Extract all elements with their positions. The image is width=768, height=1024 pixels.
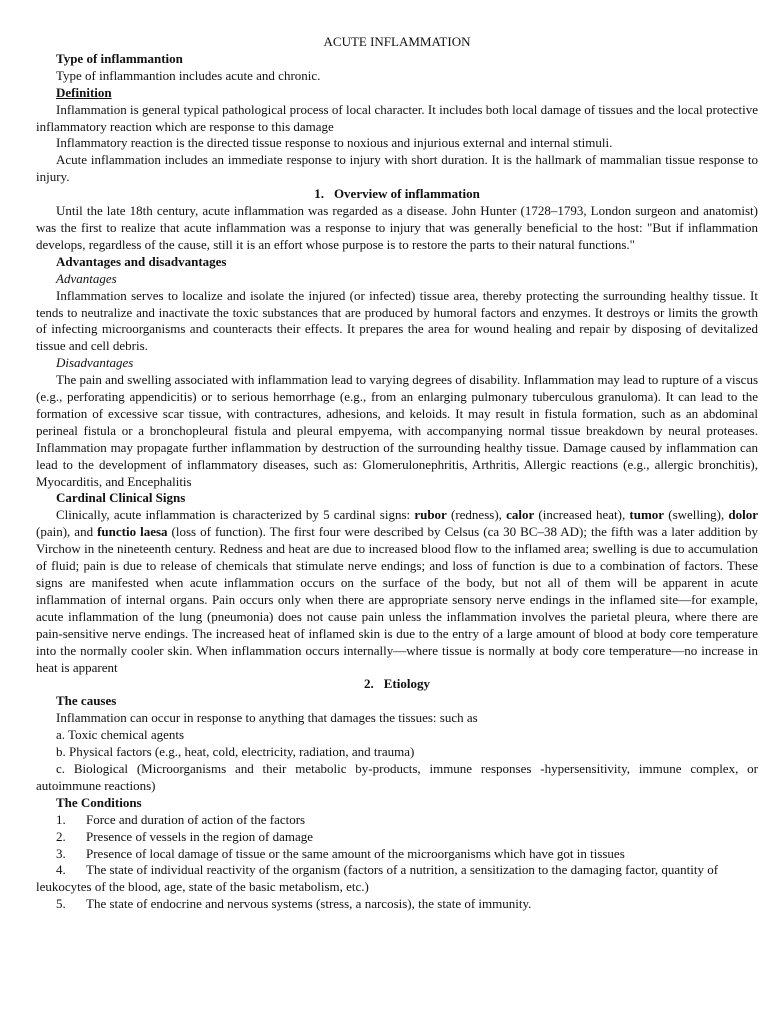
term-tumor: tumor (629, 507, 665, 523)
section-number-1: 1. (314, 186, 324, 202)
condition-text: Presence of vessels in the region of damage (86, 828, 314, 844)
paragraph-type: Type of inflammantion includes acute and chronic. (56, 67, 321, 83)
condition-number: 5. (56, 896, 66, 912)
paragraph-definition-3: Acute inflammation includes an immediate response to injury with short duration. It is the hallmark of mammalian tissue response to injury. (36, 152, 758, 185)
document-title: ACUTE INFLAMMATION (323, 34, 471, 49)
paragraph-overview: Until the late 18th century, acute inflammation was regarded as a disease. John Hunter (1728–1793, London surgeon and anatomist) was the first to realize that acute inflammation was a response to injury that was generally beneficial to the host: "But if inflammation develops, regardless of the cause, still it is an effort whose purpose is to restore the parts to their natural functions." (36, 203, 758, 252)
heading-causes: The causes (56, 693, 117, 709)
signs-text-3: (increased heat), (534, 507, 630, 523)
signs-text-5: (pain), and (36, 524, 98, 540)
term-functio-laesa: functio laesa (97, 524, 168, 540)
cause-item-b: b. Physical factors (e.g., heat, cold, electricity, radiation, and trauma) (56, 744, 415, 760)
paragraph-causes-intro: Inflammation can occur in response to anything that damages the tissues: such as (56, 710, 478, 726)
cause-item-c: c. Biological (Microorganisms and their metabolic by-products, immune responses -hypersensitivity, immune complex, or autoimmune reactions) (36, 760, 758, 793)
etiology-heading-text: Etiology (383, 676, 430, 692)
condition-text: Force and duration of action of the factors (86, 811, 306, 827)
signs-text-6: (loss of function). The first four were described by Celsus (ca 30 BC–38 AD); the fifth was a later addition by Virchow in the nineteenth century. Redness and heat are due to increased blood flow to the inflamed area; swelling is due to accumulation of fluid; pain is due to release of chemicals that stimulate nerve endings; and loss of function is due to a combination of factors. These signs are manifested when acute inflammation occurs on the surface of the body, but not all of them will be apparent in acute inflammation of internal organs. Pain occurs only when there are appropriate sensory nerve endings in the inflamed site—for example, acute inflammation of the lung (pneumonia) does not cause pain unless the inflammation involves the parietal pleura, where there are pain-sensitive nerve endings. The increased heat of inflamed skin is due to the entry of a large amount of blood at body core temperature into the normally cooler skin. When inflammation occurs internally—where tissue is normally at body core temperature—no increase in heat is apparent (36, 524, 759, 675)
condition-text: The state of individual reactivity of the organism (factors of a nutrition, a sensitization to the damaging factor, quantity of leukocytes of the blood, age, state of the basic metabolism, etc.) (36, 862, 719, 895)
heading-overview (36, 186, 758, 203)
overview-heading-text: Overview of inflammation (333, 186, 480, 202)
signs-text-4: (swelling), (664, 507, 729, 523)
heading-advantages-disadvantages: Advantages and disadvantages (56, 253, 227, 269)
definition-label: Definition (56, 84, 112, 100)
paragraph-disadvantages: The pain and swelling associated with inflammation lead to varying degrees of disability. Inflammation may lead to rupture of a viscus (e.g., perforating appendicitis) or to serious hemorrhage (e.g., from an enlarging pulmonary tuberculous granuloma). It can lead to the formation of excessive scar tissue, with contractures, adhesions, and keloids. It may result in fistula formation, such as an abdominal perineal fistula or a bronchopleural fistula and pleural empyema, with accompanying normal tissue breakdown by neural proteases. Inflammation may propagate further inflammation by destruction of the surrounding healthy tissue. Damage caused by inflammation can lead to the development of inflammatory diseases, such as: Glomerulonephritis, Arthritis, Allergic reactions (e.g., allergic bronchitis), Myocarditis, and Encephalitis (36, 372, 758, 489)
paragraph-advantages: Inflammation serves to localize and isolate the injured (or infected) tissue area, thereby protecting the surrounding healthy tissue. It tends to neutralize and inactivate the toxic substances that are produced by humoral factors and enzymes. It destroys or limits the growth of infecting microorganisms and counteracts their effects. It prepares the area for wound healing and repair by disposing of devitalized tissue and cell debris. (36, 287, 758, 354)
condition-item (36, 862, 758, 896)
condition-item (36, 896, 758, 913)
signs-text-1: Clinically, acute inflammation is characterized by 5 cardinal signs: (56, 507, 415, 523)
heading-cardinal-signs: Cardinal Clinical Signs (56, 490, 186, 506)
term-dolor: dolor (728, 507, 758, 523)
condition-text: Presence of local damage of tissue or the same amount of the microorganisms which have got in tissues (86, 845, 625, 861)
condition-item (36, 846, 758, 863)
cause-item-a: a. Toxic chemical agents (56, 727, 185, 743)
heading-type-of-inflammation: Type of inflammantion (56, 50, 183, 66)
heading-etiology (36, 676, 758, 693)
heading-definition (36, 85, 758, 102)
condition-number: 1. (56, 811, 66, 827)
signs-text-2: (redness), (446, 507, 507, 523)
condition-text: The state of endocrine and nervous systems (stress, a narcosis), the state of immunity. (86, 896, 532, 912)
paragraph-definition-1: Inflammation is general typical pathological process of local character. It includes both local damage of tissues and the local protective inflammatory reaction which are response to this damage (36, 101, 758, 134)
heading-conditions: The Conditions (56, 794, 142, 810)
condition-item (36, 812, 758, 829)
condition-number: 4. (56, 862, 66, 878)
section-number-2: 2. (364, 676, 374, 692)
paragraph-definition-2: Inflammatory reaction is the directed tissue response to noxious and injurious external and internal stimuli. (56, 135, 613, 151)
subheading-advantages: Advantages (56, 270, 117, 286)
condition-number: 2. (56, 828, 66, 844)
condition-item (36, 829, 758, 846)
term-calor: calor (506, 507, 535, 523)
subheading-disadvantages: Disadvantages (56, 355, 134, 371)
condition-number: 3. (56, 845, 66, 861)
term-rubor: rubor (414, 507, 447, 523)
paragraph-cardinal-signs (36, 507, 758, 676)
